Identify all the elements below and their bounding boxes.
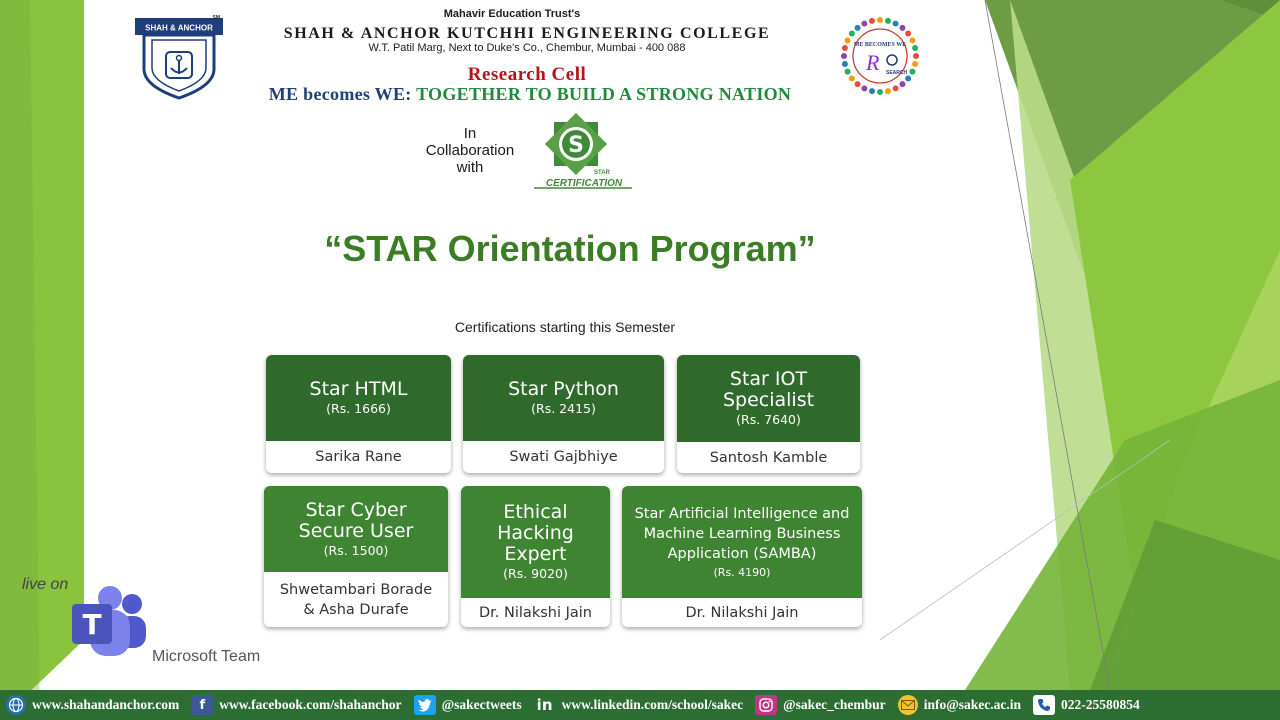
linkedin-icon: in <box>534 695 556 715</box>
footer-twitter[interactable] <box>414 695 522 715</box>
facebook-icon: f <box>191 695 213 715</box>
footer-phone[interactable] <box>1033 695 1140 715</box>
facebook-link[interactable]: www.facebook.com/shahanchor <box>219 697 402 712</box>
cert-instructor: Dr. Nilakshi Jain <box>685 604 799 621</box>
cert-instructor: Shwetambari Borade & Asha Durafe <box>279 581 433 618</box>
college-logo-label: SHAH & ANCHOR <box>145 23 213 33</box>
ring-figure <box>861 85 867 91</box>
email-icon <box>898 695 918 715</box>
footer-bar <box>0 690 1280 720</box>
microsoft-teams-icon <box>70 584 150 658</box>
research-cell-logo <box>826 14 934 98</box>
twitter-handle[interactable]: @sakectweets <box>441 697 522 712</box>
ring-figure <box>909 69 915 75</box>
ring-figure <box>893 85 899 91</box>
cert-card-star-python <box>463 355 664 473</box>
cert-price: (Rs. 9020) <box>503 566 568 581</box>
cert-price: (Rs. 1500) <box>323 542 389 558</box>
cert-card-cyber-secure <box>264 486 448 627</box>
star-logo-letter: S <box>568 133 584 158</box>
ring-figure <box>869 88 875 94</box>
ring-figure <box>877 17 883 23</box>
ring-figure <box>905 31 911 37</box>
website-link[interactable]: www.shahandanchor.com <box>32 697 180 712</box>
cert-title: Ethical Hacking Expert <box>497 501 574 565</box>
svg-text:R: R <box>866 50 880 75</box>
cert-card-star-html <box>266 355 451 473</box>
ring-figure <box>912 61 918 67</box>
research-logo-text: ME BECOMES WE <box>853 42 907 48</box>
ring-figure <box>845 37 851 43</box>
cert-price: (Rs. 7640) <box>736 412 801 427</box>
tagline-part-a: ME becomes WE: <box>268 84 417 104</box>
footer-email[interactable] <box>898 695 1021 715</box>
certifications-heading: Certifications starting this Semester <box>454 319 676 335</box>
collaboration-text <box>400 125 540 176</box>
footer-facebook[interactable] <box>191 695 401 715</box>
live-on-label: live on <box>22 576 69 593</box>
cert-price: (Rs. 2415) <box>531 401 596 416</box>
ring-figure <box>849 75 855 81</box>
college-name: SHAH & ANCHOR KUTCHHI ENGINEERING COLLEGE <box>283 25 771 42</box>
collab-line-3: with <box>456 159 484 176</box>
tagline <box>230 84 830 105</box>
ring-figure <box>877 89 883 95</box>
instagram-handle[interactable]: @sakec_chembur <box>783 697 886 712</box>
phone-icon <box>1033 695 1055 715</box>
star-logo-text: CERTIFICATION <box>545 178 623 189</box>
cert-card-samba <box>622 486 862 627</box>
ring-figure <box>855 25 861 31</box>
cert-title: Star Cyber Secure User <box>298 498 414 542</box>
ring-figure <box>899 81 905 87</box>
ring-figure <box>842 45 848 51</box>
ring-figure <box>913 53 919 59</box>
cert-title: Star Python <box>508 378 619 400</box>
star-logo-small: STAR <box>594 170 610 176</box>
collab-line-1: In <box>463 125 477 142</box>
linkedin-link[interactable]: www.linkedin.com/school/sakec <box>561 697 744 712</box>
collab-line-2: Collaboration <box>425 142 515 159</box>
teams-icon-letter: T <box>82 608 102 641</box>
ring-figure <box>912 45 918 51</box>
cert-title: Star IOT Specialist <box>722 368 815 411</box>
college-logo-mark: SM <box>212 15 220 21</box>
ring-figure <box>893 21 899 27</box>
footer-linkedin[interactable] <box>534 695 744 715</box>
cert-title: Star Artificial Intelligence and Machine Learning Business Application (SAMBA) <box>634 505 850 562</box>
research-logo-word: SEARCH <box>886 70 908 76</box>
ring-figure <box>909 37 915 43</box>
twitter-icon <box>414 695 436 715</box>
footer-instagram[interactable] <box>755 695 886 715</box>
college-address: W.T. Patil Marg, Next to Duke's Co., Chembur, Mumbai - 400 088 <box>368 42 686 54</box>
star-certification-logo <box>532 110 636 192</box>
ring-figure <box>869 18 875 24</box>
ring-figure <box>861 21 867 27</box>
phone-number[interactable]: 022-25580854 <box>1061 697 1140 712</box>
ring-figure <box>845 69 851 75</box>
cert-instructor: Dr. Nilakshi Jain <box>479 604 592 621</box>
research-cell-title: Research Cell <box>467 64 587 85</box>
cert-instructor: Santosh Kamble <box>709 449 828 466</box>
ring-figure <box>849 31 855 37</box>
instagram-icon <box>755 695 777 715</box>
cert-card-ethical-hacking <box>461 486 610 627</box>
ring-figure <box>899 25 905 31</box>
platform-label: Microsoft Team <box>152 648 261 665</box>
ring-figure <box>905 75 911 81</box>
tagline-part-b: TOGETHER TO BUILD A STRONG NATION <box>416 84 792 104</box>
cert-instructor: Sarika Rane <box>315 449 402 465</box>
cert-price: (Rs. 4190) <box>713 565 771 579</box>
ring-figure <box>842 61 848 67</box>
cert-instructor: Swati Gajbhiye <box>509 449 618 465</box>
footer-website[interactable] <box>6 695 179 715</box>
cert-card-star-iot <box>677 355 860 473</box>
globe-icon <box>6 695 26 715</box>
ring-figure <box>885 18 891 24</box>
program-title: “STAR Orientation Program” <box>324 228 816 269</box>
ring-figure <box>841 53 847 59</box>
cert-price: (Rs. 1666) <box>326 401 391 416</box>
college-shield-logo <box>134 14 224 100</box>
ring-figure <box>885 88 891 94</box>
ring-figure <box>855 81 861 87</box>
trust-name: Mahavir Education Trust's <box>443 8 581 20</box>
cert-title: Star HTML <box>309 378 408 400</box>
email-link[interactable]: info@sakec.ac.in <box>923 697 1021 712</box>
